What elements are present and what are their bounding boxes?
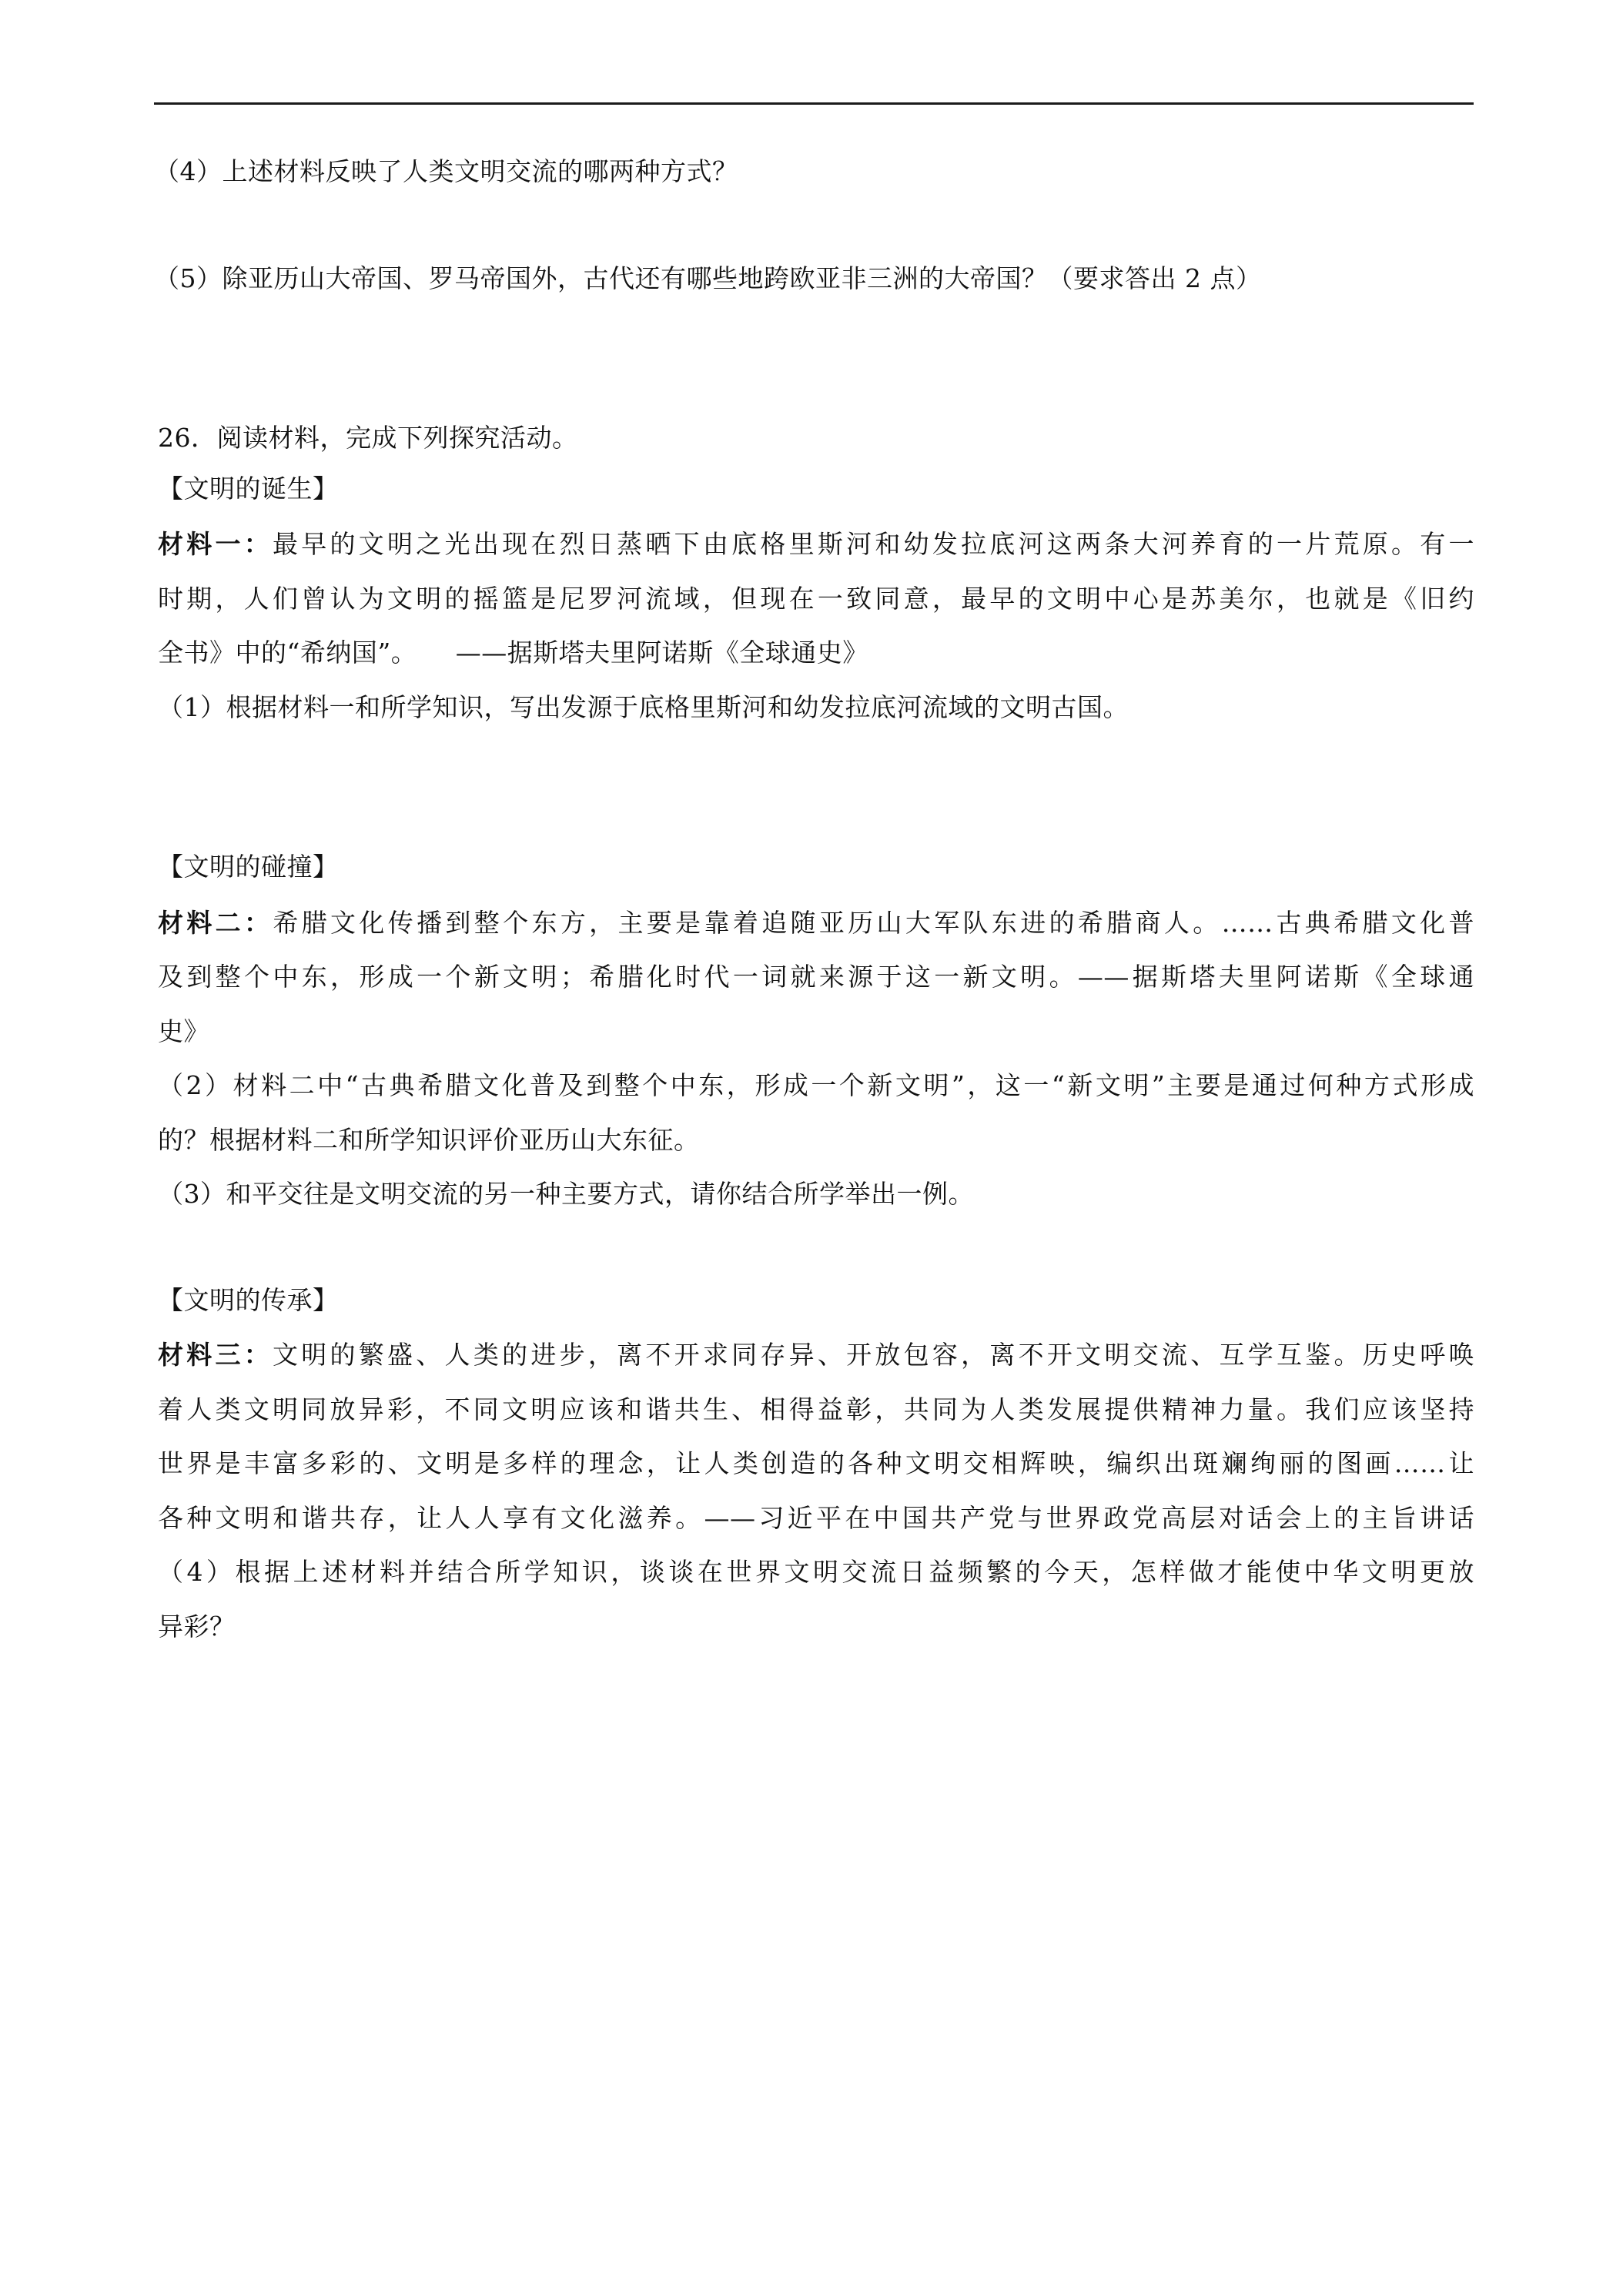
- material-1-label: 材料一：: [158, 529, 273, 559]
- material-3-label: 材料三：: [158, 1340, 273, 1370]
- material-1-line-1: 材料一：最早的文明之光出现在烈日蒸晒下由底格里斯河和幼发拉底河这两条大河养育的一片荒原。有一: [158, 529, 1475, 559]
- question-26-title: 26．阅读材料，完成下列探究活动。: [158, 423, 578, 453]
- material-2-label: 材料二：: [158, 908, 273, 938]
- material-2-line-3: 史》: [158, 1016, 209, 1046]
- question-prev-5: （5）除亚历山大帝国、罗马帝国外，古代还有哪些地跨欧亚非三洲的大帝国？（要求答出 2 点）: [154, 263, 1262, 293]
- section-heading-birth: 【文明的诞生】: [158, 474, 339, 504]
- material-3-line-3: 世界是丰富多彩的、文明是多样的理念，让人类创造的各种文明交相辉映，编织出斑斓绚丽的图画……让: [158, 1448, 1474, 1478]
- question-26-2-line-1: （2）材料二中“古典希腊文化普及到整个中东，形成一个新文明”，这一“新文明”主要是通过何种方式形成: [158, 1070, 1474, 1100]
- material-3-line-2: 着人类文明同放异彩，不同文明应该和谐共生、相得益彰，共同为人类发展提供精神力量。我们应该坚持: [158, 1394, 1474, 1424]
- material-2-line-2: 及到整个中东，形成一个新文明；希腊化时代一词就来源于这一新文明。——据斯塔夫里阿诺斯《全球通: [158, 962, 1474, 992]
- material-2-line-1: 材料二：希腊文化传播到整个东方，主要是靠着追随亚历山大军队东进的希腊商人。……古典希腊文化普: [158, 908, 1475, 938]
- question-26-4-line-1: （4）根据上述材料并结合所学知识，谈谈在世界文明交流日益频繁的今天，怎样做才能使中华文明更放: [158, 1557, 1474, 1587]
- header-rule: [154, 102, 1474, 105]
- material-1-line-3: 全书》中的“希纳国”。 ——据斯塔夫里阿诺斯《全球通史》: [158, 638, 868, 668]
- material-3-line-4: 各种文明和谐共存，让人人享有文化滋养。——习近平在中国共产党与世界政党高层对话会上的主旨讲话: [158, 1503, 1474, 1533]
- material-1-line-2: 时期，人们曾认为文明的摇篮是尼罗河流域，但现在一致同意，最早的文明中心是苏美尔，也就是《旧约: [158, 584, 1474, 614]
- material-3-line-1: 材料三：文明的繁盛、人类的进步，离不开求同存异、开放包容，离不开文明交流、互学互鉴。历史呼唤: [158, 1340, 1475, 1370]
- section-heading-inheritance: 【文明的传承】: [158, 1285, 339, 1315]
- question-prev-4: （4）上述材料反映了人类文明交流的哪两种方式？: [154, 156, 738, 186]
- question-26-3: （3）和平交往是文明交流的另一种主要方式，请你结合所学举出一例。: [158, 1179, 974, 1209]
- question-26-4-line-2: 异彩？: [158, 1612, 236, 1642]
- section-heading-collision: 【文明的碰撞】: [158, 852, 339, 882]
- question-26-1: （1）根据材料一和所学知识，写出发源于底格里斯河和幼发拉底河流域的文明古国。: [158, 692, 1129, 722]
- question-26-2-line-2: 的？根据材料二和所学知识评价亚历山大东征。: [158, 1125, 700, 1155]
